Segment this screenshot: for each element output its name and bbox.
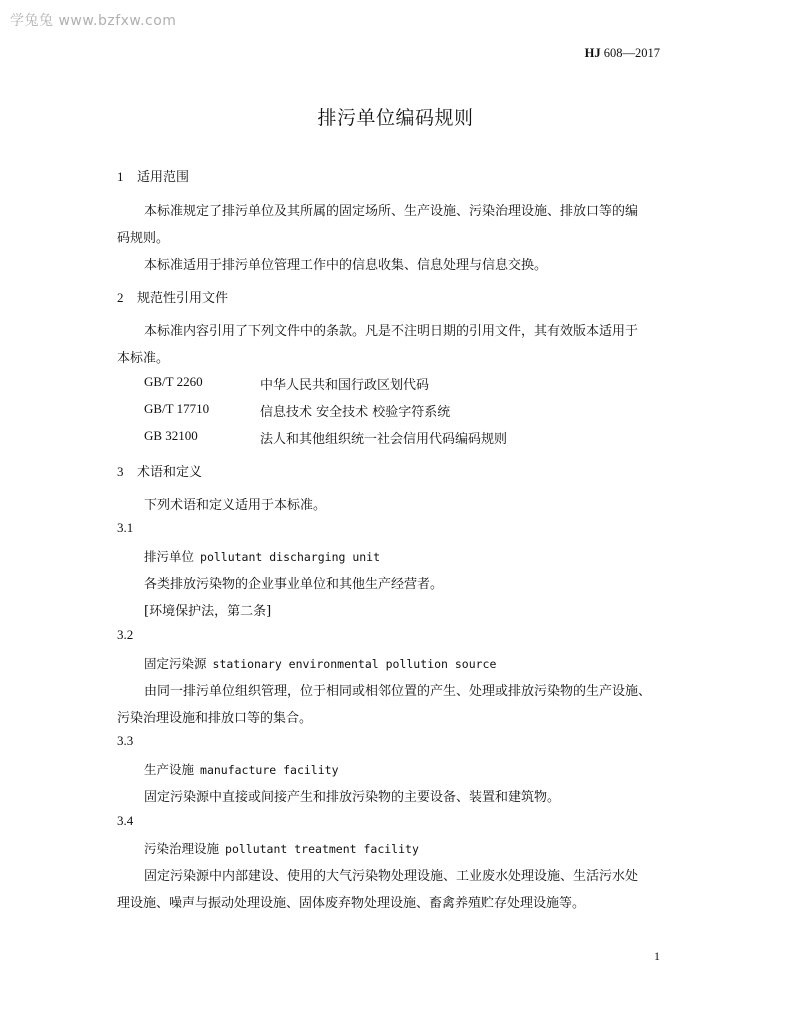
standard-code: 608—2017	[603, 46, 660, 60]
reference-title: 法人和其他组织统一社会信用代码编码规则	[260, 432, 508, 447]
term-definition: 由同一排污单位组织管理，位于相同或相邻位置的产生、处理或排放污染物的生产设施、	[144, 684, 652, 699]
section-heading-references	[117, 287, 228, 306]
term-number: 3.3	[117, 733, 134, 748]
term-en: manufacture facility	[200, 763, 339, 777]
paragraph-scope-1: 本标准规定了排污单位及其所属的固定场所、生产设施、污染治理设施、排放口等的编	[144, 204, 639, 219]
reference-item	[144, 428, 644, 446]
section-heading-scope	[117, 166, 189, 185]
section-title: 术语和定义	[137, 465, 203, 480]
term-en: pollutant treatment facility	[225, 842, 419, 856]
term-heading	[144, 547, 380, 565]
reference-item	[144, 374, 644, 392]
term-definition: 固定污染源中内部建设、使用的大气污染物处理设施、工业废水处理设施、生活污水处	[144, 869, 639, 884]
term-zh: 排污单位	[144, 549, 195, 564]
watermark: 学兔兔 www.bzfxw.com	[10, 13, 177, 29]
paragraph-refs-intro: 本标准内容引用了下列文件中的条款。凡是不注明日期的引用文件，其有效版本适用于	[144, 324, 639, 339]
paragraph-scope-1-cont: 码规则。	[117, 231, 170, 246]
reference-item	[144, 401, 644, 419]
term-zh: 固定污染源	[144, 656, 207, 671]
section-heading-terms	[117, 461, 202, 480]
term-definition-cont: 污染治理设施和排放口等的集合。	[117, 711, 313, 726]
section-number: 3	[117, 464, 124, 479]
document-title: 排污单位编码规则	[317, 107, 474, 129]
standard-number	[585, 46, 660, 61]
term-heading	[144, 654, 496, 672]
term-zh: 生产设施	[144, 762, 195, 777]
term-number: 3.1	[117, 520, 134, 535]
term-en: stationary environmental pollution source	[212, 657, 497, 671]
reference-code: GB/T 2260	[144, 374, 203, 389]
term-number: 3.4	[117, 813, 134, 828]
page-number: 1	[654, 949, 660, 963]
term-definition: 固定污染源中直接或间接产生和排放污染物的主要设备、装置和建筑物。	[144, 790, 561, 805]
standard-prefix: HJ	[584, 46, 601, 60]
reference-code: GB 32100	[144, 428, 198, 443]
term-note: [环境保护法，第二条]	[144, 604, 272, 619]
term-heading	[144, 760, 339, 778]
term-zh: 污染治理设施	[144, 841, 220, 856]
reference-code: GB/T 17710	[144, 401, 210, 416]
paragraph-refs-intro-cont: 本标准。	[117, 351, 170, 366]
term-en: pollutant discharging unit	[200, 550, 381, 564]
section-title: 规范性引用文件	[137, 291, 229, 306]
paragraph-terms-intro: 下列术语和定义适用于本标准。	[144, 498, 327, 513]
reference-title: 信息技术 安全技术 校验字符系统	[260, 405, 451, 420]
term-heading	[144, 839, 419, 857]
section-title: 适用范围	[137, 170, 190, 185]
section-number: 1	[117, 169, 124, 184]
reference-title: 中华人民共和国行政区划代码	[260, 378, 430, 393]
term-definition: 各类排放污染物的企业事业单位和其他生产经营者。	[144, 577, 444, 592]
paragraph-scope-2: 本标准适用于排污单位管理工作中的信息收集、信息处理与信息交换。	[144, 258, 548, 273]
section-number: 2	[117, 290, 124, 305]
term-number: 3.2	[117, 627, 134, 642]
term-definition-cont: 理设施、噪声与振动处理设施、固体废弃物处理设施、畜禽养殖贮存处理设施等。	[117, 896, 586, 911]
